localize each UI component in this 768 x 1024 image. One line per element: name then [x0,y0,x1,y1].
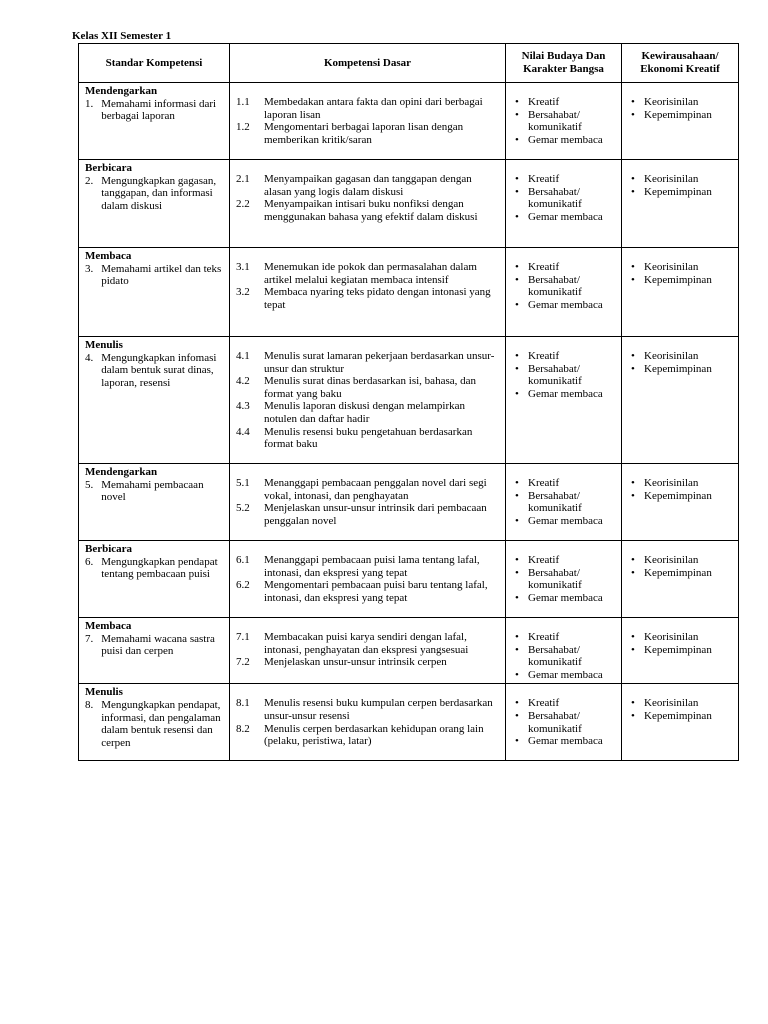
sk-text: Mengungkapkan infomasi dalam bentuk surat dinas, laporan, resensi [101,351,217,389]
list-item [512,477,615,490]
standar-kompetensi-item [85,699,223,749]
list-item [512,515,615,528]
nilai-text: Gemar membaca [528,735,603,748]
kd-number: 4.1 [236,350,250,362]
list-item [628,490,732,503]
standar-kompetensi-cell [79,618,230,684]
nilai-budaya-cell [506,248,622,337]
bullet-icon: • [515,387,519,400]
list-item [512,96,615,109]
kompetensi-dasar-item [236,656,499,669]
skill-heading: Berbicara [85,162,133,174]
ekonomi-text: Kepemimpinan [644,643,712,656]
kompetensi-dasar-item [236,198,499,223]
standar-kompetensi-cell [79,83,230,160]
bullet-icon: • [515,185,519,198]
bullet-icon: • [631,631,635,643]
bullet-icon: • [515,514,519,527]
kompetensi-dasar-cell [230,618,506,684]
kd-number: 5.1 [236,477,250,489]
list-item [512,735,615,748]
sk-number: 1. [85,97,94,110]
list-item [628,710,732,723]
bullet-icon: • [515,362,519,375]
bullet-icon: • [631,709,635,722]
ekonomi-text: Keorisinilan [644,631,699,643]
ekonomi-text: Kepemimpinan [644,489,712,502]
nilai-text: Bersahabat/ komunikatif [528,185,582,211]
nilai-text: Kreatif [528,96,560,108]
nilai-text: Gemar membaca [528,387,603,400]
skill-heading: Membaca [85,250,132,262]
list-item [512,490,615,515]
bullet-icon: • [515,173,519,185]
ekonomi-text: Keorisinilan [644,96,699,108]
bullet-icon: • [631,273,635,286]
bullet-icon: • [515,554,519,566]
kompetensi-dasar-item [236,477,499,502]
standar-kompetensi-cell [79,337,230,464]
bullet-icon: • [631,362,635,375]
standar-kompetensi-cell [79,541,230,618]
kompetensi-dasar-item [236,400,499,425]
kewirausahaan-cell [622,83,739,160]
kompetensi-dasar-cell [230,160,506,248]
kompetensi-dasar-item [236,96,499,121]
kd-text: Menulis resensi buku pengetahuan berdasarkan format baku [264,425,473,451]
header-nilai-budaya: Nilai Budaya Dan Karakter Bangsa [506,44,622,83]
nilai-text: Kreatif [528,631,560,643]
ekonomi-text: Keorisinilan [644,697,699,710]
nilai-text: Kreatif [528,477,560,489]
sk-text: Mengungkapkan pendapat, informasi, dan pengalaman dalam bentuk resensi dan cerpen [101,698,221,749]
kewirausahaan-cell [622,618,739,684]
list-item [512,134,615,147]
kd-text: Membaca nyaring teks pidato dengan intonasi yang tepat [264,286,491,311]
list-item [512,261,615,274]
bullet-icon: • [631,566,635,579]
kd-number: 2.1 [236,173,250,185]
nilai-text: Gemar membaca [528,514,603,527]
bullet-icon: • [515,566,519,579]
kompetensi-dasar-item [236,502,499,527]
kd-text: Menyampaikan gagasan dan tanggapan dengan alasan yang logis dalam diskusi [264,173,472,198]
table-row [79,618,739,684]
nilai-text: Gemar membaca [528,210,603,223]
table-row [79,464,739,541]
list-item [628,554,732,567]
sk-text: Mengungkapkan gagasan, tanggapan, dan informasi dalam diskusi [101,174,217,212]
list-item [512,554,615,567]
kd-number: 6.2 [236,579,250,592]
table-header-row [79,44,739,83]
nilai-budaya-cell [506,464,622,541]
kd-text: Menulis surat lamaran pekerjaan berdasarkan unsur-unsur dan struktur [264,350,495,375]
nilai-text: Bersahabat/ komunikatif [528,709,582,735]
kompetensi-dasar-cell [230,337,506,464]
ekonomi-text: Keorisinilan [644,173,699,185]
bullet-icon: • [515,108,519,121]
header-standar-kompetensi: Standar Kompetensi [79,44,230,83]
list-item [512,186,615,211]
skill-heading: Menulis [85,686,123,699]
kewirausahaan-cell [622,541,739,618]
list-item [512,350,615,363]
nilai-text: Gemar membaca [528,133,603,146]
skill-heading: Mendengarkan [85,466,158,478]
standar-kompetensi-item [85,352,223,390]
ekonomi-text: Kepemimpinan [644,185,712,198]
nilai-text: Kreatif [528,697,560,710]
kd-text: Menjelaskan unsur-unsur intrinsik dari pembacaan penggalan novel [264,502,487,527]
ekonomi-text: Keorisinilan [644,350,699,362]
bullet-icon: • [515,489,519,502]
bullet-icon: • [515,631,519,643]
nilai-budaya-cell [506,83,622,160]
kd-text: Menyampaikan intisari buku nonfiksi dengan menggunakan bahasa yang efektif dalam diskusi [264,198,478,223]
list-item [628,477,732,490]
kd-number: 8.1 [236,697,250,710]
bullet-icon: • [515,668,519,681]
kd-number: 3.2 [236,286,250,299]
bullet-icon: • [515,96,519,108]
list-item [628,631,732,644]
sk-text: Memahami wacana sastra puisi dan cerpen [101,632,215,658]
kompetensi-dasar-item [236,554,499,579]
nilai-text: Bersahabat/ komunikatif [528,566,582,592]
nilai-budaya-cell [506,337,622,464]
bullet-icon: • [515,133,519,146]
list-item [628,261,732,274]
list-item [512,274,615,299]
bullet-icon: • [515,298,519,311]
kompetensi-dasar-item [236,350,499,375]
nilai-text: Gemar membaca [528,668,603,681]
kd-text: Menanggapi pembacaan puisi lama tentang lafal, intonasi, dan ekspresi yang tepat [264,554,480,579]
list-item [512,173,615,186]
table-row [79,541,739,618]
curriculum-table [78,43,739,761]
sk-number: 8. [85,698,94,711]
kd-number: 4.3 [236,400,250,413]
standar-kompetensi-cell [79,464,230,541]
table-row [79,248,739,337]
sk-number: 3. [85,262,94,275]
kd-text: Membacakan puisi karya sendiri dengan lafal, intonasi, penghayatan dan ekspresi yangsesuai [264,631,469,656]
ekonomi-text: Kepemimpinan [644,566,712,579]
kewirausahaan-cell [622,464,739,541]
bullet-icon: • [631,108,635,121]
kompetensi-dasar-item [236,723,499,748]
nilai-text: Bersahabat/ komunikatif [528,643,582,669]
list-item [512,697,615,710]
standar-kompetensi-cell [79,248,230,337]
nilai-budaya-cell [506,684,622,761]
table-row [79,160,739,248]
standar-kompetensi-item [85,98,223,123]
kompetensi-dasar-item [236,261,499,286]
bullet-icon: • [515,261,519,273]
table-row [79,684,739,761]
nilai-text: Kreatif [528,261,560,273]
sk-number: 4. [85,351,94,364]
sk-number: 7. [85,632,94,645]
list-item [512,388,615,401]
kd-text: Menemukan ide pokok dan permasalahan dalam artikel melalui kegiatan membaca intensif [264,261,477,286]
kd-number: 7.1 [236,631,250,643]
kd-number: 4.2 [236,375,250,388]
bullet-icon: • [515,697,519,710]
skill-heading: Mendengarkan [85,85,158,97]
ekonomi-text: Kepemimpinan [644,362,712,375]
kompetensi-dasar-item [236,426,499,451]
bullet-icon: • [631,697,635,710]
list-item [628,274,732,287]
list-item [512,299,615,312]
skill-heading: Membaca [85,620,132,632]
kompetensi-dasar-cell [230,83,506,160]
bullet-icon: • [631,173,635,185]
nilai-budaya-cell [506,160,622,248]
ekonomi-text: Keorisinilan [644,261,699,273]
list-item [512,669,615,682]
nilai-text: Kreatif [528,173,560,185]
bullet-icon: • [631,96,635,108]
kompetensi-dasar-item [236,697,499,722]
nilai-text: Bersahabat/ komunikatif [528,108,582,134]
list-item [512,109,615,134]
bullet-icon: • [515,273,519,286]
standar-kompetensi-item [85,633,223,658]
kd-number: 1.1 [236,96,250,108]
nilai-budaya-cell [506,541,622,618]
bullet-icon: • [515,643,519,656]
nilai-text: Gemar membaca [528,298,603,311]
list-item [628,109,732,122]
kd-text: Menjelaskan unsur-unsur intrinsik cerpen [264,656,447,669]
list-item [628,96,732,109]
nilai-budaya-cell [506,618,622,684]
sk-number: 2. [85,174,94,187]
kd-number: 8.2 [236,722,250,735]
kompetensi-dasar-item [236,579,499,604]
nilai-text: Bersahabat/ komunikatif [528,273,582,299]
kd-text: Menulis resensi buku kumpulan cerpen berdasarkan unsur-unsur resensi [264,697,493,722]
list-item [512,644,615,669]
list-item [512,363,615,388]
ekonomi-text: Kepemimpinan [644,273,712,286]
kd-number: 5.2 [236,502,250,515]
standar-kompetensi-item [85,263,223,288]
bullet-icon: • [515,350,519,362]
page-title: Kelas XII Semester 1 [72,30,172,42]
kompetensi-dasar-cell [230,684,506,761]
standar-kompetensi-item [85,556,223,581]
kompetensi-dasar-item [236,631,499,656]
standar-kompetensi-item [85,175,223,213]
bullet-icon: • [515,709,519,722]
sk-text: Mengungkapkan pendapat tentang pembacaan puisi [101,555,218,581]
sk-number: 5. [85,478,94,491]
list-item [512,710,615,735]
skill-heading: Berbicara [85,543,133,555]
bullet-icon: • [631,643,635,656]
list-item [512,592,615,605]
list-item [628,644,732,657]
kd-text: Menulis cerpen berdasarkan kehidupan orang lain (pelaku, peristiwa, latar) [264,722,484,748]
list-item [512,567,615,592]
header-kewirausahaan: Kewirausahaan/ Ekonomi Kreatif [622,44,739,83]
list-item [628,567,732,580]
standar-kompetensi-cell [79,160,230,248]
sk-text: Memahami informasi dari berbagai laporan [101,97,217,123]
kompetensi-dasar-item [236,121,499,146]
list-item [628,697,732,710]
bullet-icon: • [515,591,519,604]
ekonomi-text: Keorisinilan [644,477,699,489]
bullet-icon: • [631,350,635,362]
bullet-icon: • [631,554,635,566]
nilai-text: Bersahabat/ komunikatif [528,362,582,388]
kompetensi-dasar-cell [230,541,506,618]
list-item [628,350,732,363]
nilai-text: Kreatif [528,554,560,566]
skill-heading: Menulis [85,339,123,351]
bullet-icon: • [631,261,635,273]
kd-number: 6.1 [236,554,250,566]
bullet-icon: • [631,477,635,489]
ekonomi-text: Keorisinilan [644,554,699,566]
bullet-icon: • [515,477,519,489]
nilai-text: Gemar membaca [528,591,603,604]
ekonomi-text: Kepemimpinan [644,709,712,722]
list-item [512,211,615,224]
kewirausahaan-cell [622,248,739,337]
kompetensi-dasar-item [236,286,499,311]
kewirausahaan-cell [622,684,739,761]
kewirausahaan-cell [622,337,739,464]
kd-number: 2.2 [236,198,250,211]
kd-number: 3.1 [236,261,250,273]
kompetensi-dasar-cell [230,248,506,337]
sk-number: 6. [85,555,94,568]
kd-text: Menulis surat dinas berdasarkan isi, bahasa, dan format yang baku [264,375,476,400]
list-item [628,363,732,376]
nilai-text: Kreatif [528,350,560,362]
bullet-icon: • [631,185,635,198]
kewirausahaan-cell [622,160,739,248]
kd-text: Menanggapi pembacaan penggalan novel dari segi vokal, intonasi, dan penghayatan [264,477,487,502]
kd-text: Menulis laporan diskusi dengan melampirkan notulen dan daftar hadir [264,400,466,425]
kompetensi-dasar-item [236,375,499,400]
header-kompetensi-dasar: Kompetensi Dasar [230,44,506,83]
kd-number: 7.2 [236,656,250,669]
bullet-icon: • [631,489,635,502]
list-item [628,173,732,186]
sk-text: Memahami artikel dan teks pidato [101,262,222,288]
kd-text: Mengomentari pembacaan puisi baru tentang lafal, intonasi, dan ekspresi yang tepat [264,579,488,604]
ekonomi-text: Kepemimpinan [644,108,712,121]
kd-number: 1.2 [236,121,250,134]
nilai-text: Bersahabat/ komunikatif [528,489,582,515]
list-item [628,186,732,199]
sk-text: Memahami pembacaan novel [101,478,204,504]
list-item [512,631,615,644]
kompetensi-dasar-cell [230,464,506,541]
kd-number: 4.4 [236,425,250,438]
bullet-icon: • [515,735,519,748]
kompetensi-dasar-item [236,173,499,198]
table-row [79,337,739,464]
bullet-icon: • [515,210,519,223]
table-row [79,83,739,160]
kd-text: Membedakan antara fakta dan opini dari berbagai laporan lisan [264,96,483,121]
standar-kompetensi-cell [79,684,230,761]
standar-kompetensi-item [85,479,223,504]
kd-text: Mengomentari berbagai laporan lisan dengan memberikan kritik/saran [264,121,464,146]
